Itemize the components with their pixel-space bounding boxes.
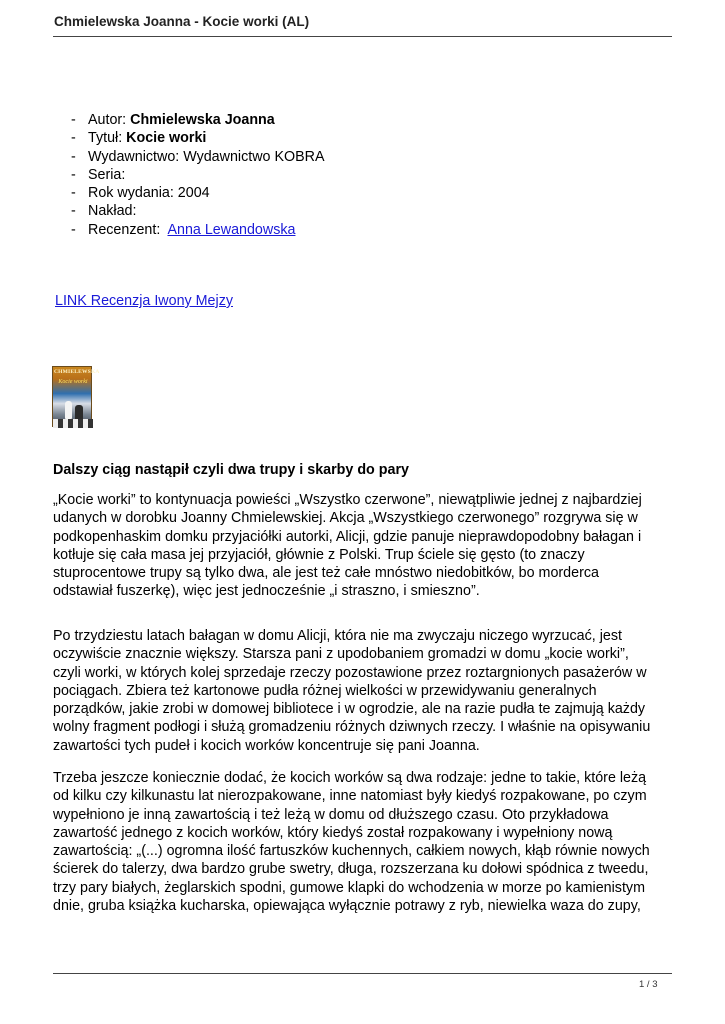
book-metadata-list	[71, 111, 325, 239]
text-line: odstawiał fuszerkę), więc jest jednocześnie „i straszno, i smieszno”.	[53, 583, 480, 600]
meta-label: Wydawnictwo:	[88, 148, 184, 165]
meta-item-title: - Tytuł: Kocie worki	[71, 130, 207, 147]
text-line: wolny fragment podłogi i służą gromadzeniu różnych dziwnych rzeczy. I właśnie na opisywaniu	[53, 719, 651, 736]
text-line: porządków, jakie zrobi w domowej bibliotece i w ogrodzie, ale na razie pudła te zajmują każdy	[53, 701, 646, 718]
text-line: podkopenhaskim domku przyjaciółki autorki, Alicji, gdzie panuje nieprawdopodobny bałagan i	[53, 528, 642, 545]
cover-title: CHMIELEWSKA	[54, 369, 100, 375]
meta-label: Seria:	[88, 166, 126, 183]
meta-item-publisher: - Wydawnictwo: Wydawnictwo KOBRA	[71, 148, 325, 165]
text-line: stuprocentowe trupy są tylko dwa, ale jest też całe mnóstwo niedobitków, bo morderca	[53, 565, 599, 582]
text-line: wypełniono je inną zawartością i też leżą w domu od dłuższego czasu. Oto przykładowa	[53, 806, 609, 823]
meta-item-series: - Seria:	[71, 166, 126, 183]
footer-divider	[53, 973, 672, 974]
text-line: dnie, gruba książka kucharska, opiewająca wyłącznie potrawy z ryb, niewielka waza do zupy,	[53, 898, 641, 915]
meta-item-author: - Autor: Chmielewska Joanna	[71, 112, 275, 128]
meta-label: Recenzent:	[88, 221, 168, 238]
text-line: zawartość jednego z kocich worków, który kiedyś został rozpakowany i wypełniony nową	[53, 824, 613, 841]
text-line: kotłuje się cała masa jej przyjaciół, głównie z Polski. Trup ściele się gęsto (to znaczy	[53, 546, 585, 563]
cover-subtitle: Kocie worki	[58, 379, 88, 385]
text-line: ścierek do talerzy, dwa bardzo grube swetry, długa, rozszerzana ku dołowi spódnica z tweedu,	[53, 861, 649, 878]
text-line: zawartości tych pudeł i kocich worków koncentruje się pani Joanna.	[53, 737, 480, 754]
meta-value: Wydawnictwo KOBRA	[183, 148, 325, 165]
meta-value: Chmielewska Joanna	[130, 112, 275, 128]
text-line: czyli worki, w których kolej sprzedaje rzeczy pozostawione przez roztargnionych pasażerów w	[53, 664, 647, 681]
paragraph-1	[53, 491, 683, 601]
text-line: „Kocie worki” to kontynuacja powieści „Wszystko czerwone”, niewątpliwie jednej z najbardziej	[53, 492, 642, 508]
meta-label: Nakład:	[88, 203, 137, 220]
header-divider	[53, 36, 672, 37]
text-line: pociągach. Zbiera też kartonowe pudła różnej wielkości w przewidywaniu generalnych	[53, 682, 597, 699]
text-line: zawartością: „(...) ogromna ilość fartuszków kuchennych, całkiem nowych, kłąb równie nowych	[53, 843, 650, 860]
meta-value: Kocie worki	[126, 130, 207, 147]
paragraph-2	[53, 627, 683, 755]
reviewer-link[interactable]: Anna Lewandowska	[167, 221, 296, 238]
chess-piece-black	[75, 405, 83, 420]
book-cover-image	[52, 366, 100, 427]
page-number: 1 / 3	[639, 979, 658, 990]
text-line: udanych w dorobku Joanny Chmielewskiej. Akcja „Wszystkiego czerwonego” rozgrywa się w	[53, 510, 638, 527]
text-line: oczywiście znacznie większy. Starsza pani z upodobaniem gromadzi w domu „kocie worki”,	[53, 646, 629, 663]
text-line: Po trzydziestu latach bałagan w domu Alicji, która nie ma zwyczaju niczego wyrzucać, jest	[53, 628, 622, 644]
meta-label: Autor:	[88, 112, 131, 128]
meta-label: Tytuł:	[88, 130, 127, 147]
meta-label: Rok wydania:	[88, 185, 178, 202]
meta-item-reviewer: - Recenzent: Anna Lewandowska	[71, 221, 296, 238]
paragraph-3	[53, 769, 683, 915]
chess-piece-white	[65, 401, 72, 419]
section-heading: Dalszy ciąg nastąpił czyli dwa trupy i skarby do pary	[53, 462, 409, 478]
meta-item-print-run: - Nakład:	[71, 203, 137, 220]
text-line: Trzeba jeszcze koniecznie dodać, że kocich worków są dwa rodzaje: jedne to takie, które leżą	[53, 770, 647, 786]
page-header-title: Chmielewska Joanna - Kocie worki (AL)	[54, 14, 310, 29]
meta-value: 2004	[177, 185, 210, 202]
text-line: od kilku czy kilkunastu lat nierozpakowane, inne natomiast były kiedyś rozpakowane, po czym	[53, 788, 647, 805]
text-line: trzy pary białych, żeglarskich spodni, gumowe klapki do wchodzenia w morze po kamienistym	[53, 879, 645, 896]
review-link[interactable]: LINK Recenzja Iwony Mejzy	[55, 293, 233, 309]
meta-item-year: - Rok wydania: 2004	[71, 185, 210, 202]
chessboard-strip	[53, 419, 93, 428]
